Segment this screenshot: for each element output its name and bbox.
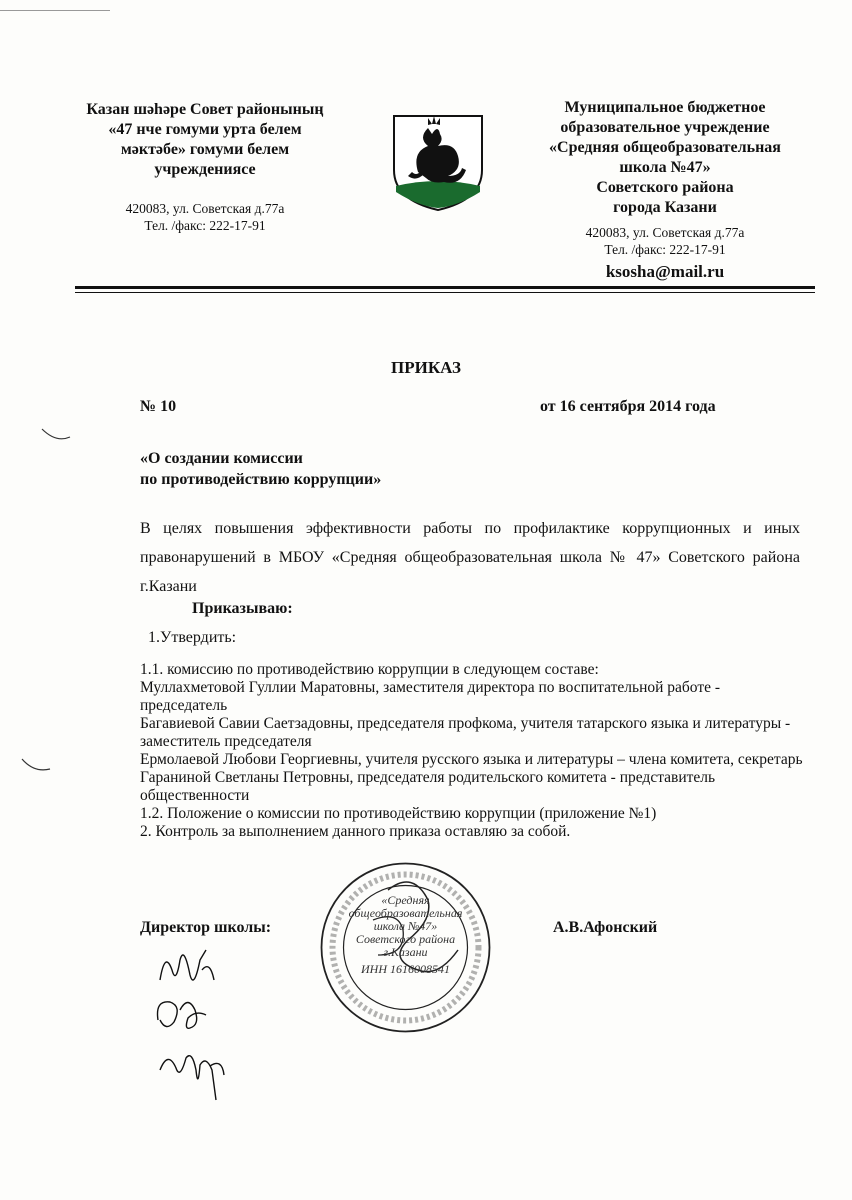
punch-mark-icon bbox=[40, 425, 72, 445]
header-right-russian bbox=[520, 98, 810, 282]
order-date: от 16 сентября 2014 года bbox=[540, 398, 716, 415]
order-item-2: 2. Контроль за выполнением данного приказа оставляю за собой. bbox=[140, 823, 571, 840]
stamp-text-line4: Советского района bbox=[355, 932, 456, 946]
commission-member: Муллахметовой Гуллии Маратовны, заместителя директора по воспитательной работе - председатель bbox=[140, 679, 721, 714]
header-left-tatar bbox=[70, 100, 340, 234]
document-title: ПРИКАЗ bbox=[391, 358, 461, 377]
kazan-emblem-icon bbox=[388, 112, 488, 212]
header-left-line1: Казан шәһәре Совет районының bbox=[86, 101, 324, 118]
order-item-1-2: 1.2. Положение о комиссии по противодействию коррупции (приложение №1) bbox=[140, 805, 657, 822]
header-left-phone: Тел. /факс: 222-17-91 bbox=[144, 218, 266, 233]
order-number: № 10 bbox=[140, 398, 177, 415]
header-divider-thick bbox=[75, 286, 815, 289]
punch-mark-icon bbox=[20, 755, 52, 775]
order-item-1-1: 1.1. комиссию по противодействию коррупции в следующем составе: bbox=[140, 661, 599, 678]
order-subject bbox=[140, 448, 381, 490]
order-subject-line1: «О создании комиссии bbox=[140, 450, 303, 467]
header-divider-thin bbox=[75, 292, 815, 293]
header-left-line4: учреждениясе bbox=[154, 161, 256, 178]
order-directive: Приказываю: bbox=[192, 600, 293, 617]
header-right-address: 420083, ул. Советская д.77а bbox=[585, 225, 745, 240]
header-left-line3: мәктәбе» гомуми белем bbox=[120, 141, 290, 158]
header-right-email: ksosha@mail.ru bbox=[605, 262, 725, 281]
commission-member: Гараниной Светланы Петровны, председателя родительского комитета - представитель общественности bbox=[140, 769, 716, 804]
header-left-line2: «47 нче гомуми урта белем bbox=[108, 121, 302, 138]
official-stamp bbox=[318, 860, 493, 1035]
header-right-line1: Муниципальное бюджетное bbox=[564, 99, 766, 116]
header-right-phone: Тел. /факс: 222-17-91 bbox=[604, 242, 726, 257]
order-item-1: 1.Утвердить: bbox=[148, 629, 237, 646]
stamp-text-line5: г.Казани bbox=[383, 945, 428, 959]
commission-member: Ермолаевой Любови Георгиевны, учителя русского языка и литературы – члена комитета, секретарь bbox=[140, 751, 803, 768]
stamp-text-line1: «Средняя bbox=[381, 893, 430, 907]
commission-member: Багавиевой Савии Саетзадовны, председателя профкома, учителя татарского языка и литературы - заместитель председателя bbox=[140, 715, 791, 750]
stamp-inn: ИНН 1616008541 bbox=[361, 962, 450, 976]
header-right-line5: Советского района bbox=[596, 179, 734, 196]
handwritten-signatures-icon bbox=[140, 940, 250, 1120]
stamp-text-line3: школа №47» bbox=[373, 919, 438, 933]
order-subject-line2: по противодействию коррупции» bbox=[140, 471, 382, 488]
header-right-line6: города Казани bbox=[613, 199, 717, 216]
header-right-line2: образовательное учреждение bbox=[560, 119, 770, 136]
commission-composition bbox=[140, 661, 810, 841]
header-right-line4: школа №47» bbox=[619, 159, 711, 176]
director-role: Директор школы: bbox=[140, 919, 272, 936]
header-right-line3: «Средняя общеобразовательная bbox=[549, 139, 781, 156]
scan-top-line bbox=[0, 10, 110, 11]
stamp-text-line2: общеобразовательная bbox=[348, 906, 463, 920]
order-preamble: В целях повышения эффективности работы по профилактике коррупционных и иных правонарушений в МБОУ «Средняя общеобразовательная школа № 47» Советского района г.Казани bbox=[140, 520, 800, 595]
header-left-address: 420083, ул. Советская д.77а bbox=[125, 201, 285, 216]
director-name: А.В.Афонский bbox=[553, 919, 658, 936]
